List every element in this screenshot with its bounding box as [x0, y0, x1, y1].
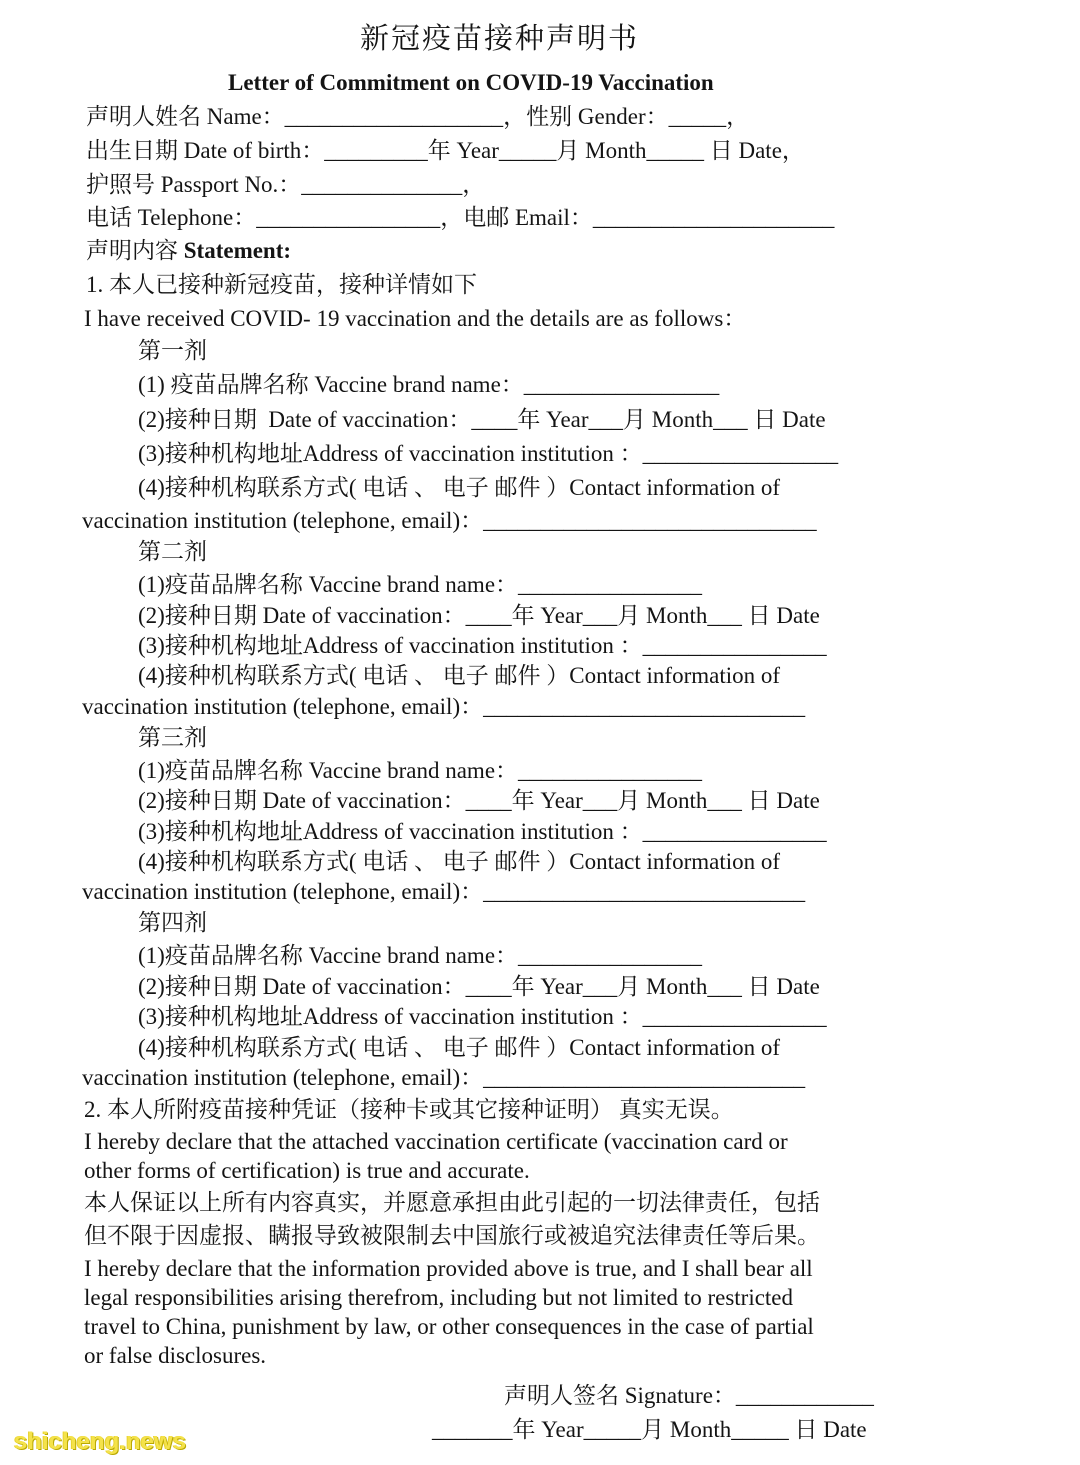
dose2-address-line: (3)接种机构地址Address of vaccination institution ：________________ — [138, 633, 827, 658]
signature-line: 声明人签名 Signature：____________ — [504, 1383, 874, 1408]
dose4-contact-continuation: vaccination institution (telephone, email)：____________________________ — [82, 1065, 806, 1090]
dose2-date-line: (2)接种日期 Date of vaccination：____年 Year___月 Month___ 日 Date — [138, 603, 820, 628]
dose4-label: 第四剂 — [138, 910, 207, 935]
dose1-date-line: (2)接种日期 Date of vaccination：____年 Year___月 Month___ 日 Date — [138, 407, 826, 432]
dose4-address-line: (3)接种机构地址Address of vaccination institution ：________________ — [138, 1004, 827, 1029]
dose3-label: 第三剂 — [138, 725, 207, 750]
guarantee-english-line3: travel to China, punishment by law, or other consequences in the case of partial — [84, 1314, 814, 1339]
dose3-contact-line: (4)接种机构联系方式( 电话 、 电子 邮件 ）Contact information of — [138, 849, 781, 874]
name-gender-line: 声明人姓名 Name：___________________，性别 Gender：_____， — [86, 104, 750, 129]
item2-english-line1: I hereby declare that the attached vaccination certificate (vaccination card or — [84, 1129, 788, 1154]
site-watermark: shicheng.news — [14, 1428, 187, 1455]
date-of-birth-line: 出生日期 Date of birth：_________年 Year_____月 Month_____ 日 Date， — [86, 138, 805, 163]
dose4-contact-line: (4)接种机构联系方式( 电话 、 电子 邮件 ）Contact information of — [138, 1035, 781, 1060]
title-english: Letter of Commitment on COVID-19 Vaccination — [228, 70, 714, 95]
dose3-address-line: (3)接种机构地址Address of vaccination institution ：________________ — [138, 819, 827, 844]
item1-english: I have received COVID- 19 vaccination and the details are as follows： — [84, 306, 747, 331]
item2-chinese: 2. 本人所附疫苗接种凭证（接种卡或其它接种证明） 真实无误。 — [84, 1097, 734, 1122]
statement-heading-cn: 声明内容 — [86, 238, 184, 263]
dose3-brand-line: (1)疫苗品牌名称 Vaccine brand name：________________ — [138, 758, 703, 783]
statement-heading-en: Statement: — [183, 238, 292, 263]
dose4-brand-line: (1)疫苗品牌名称 Vaccine brand name：________________ — [138, 943, 703, 968]
dose1-address-line: (3)接种机构地址Address of vaccination institution ：_________________ — [138, 441, 839, 466]
title-chinese: 新冠疫苗接种声明书 — [360, 23, 640, 55]
dose2-contact-continuation: vaccination institution (telephone, email)：____________________________ — [82, 694, 806, 719]
guarantee-english-line4: or false disclosures. — [84, 1343, 267, 1368]
dose4-date-line: (2)接种日期 Date of vaccination：____年 Year___月 Month___ 日 Date — [138, 974, 820, 999]
passport-line: 护照号 Passport No.：______________， — [86, 172, 486, 197]
telephone-email-line: 电话 Telephone：________________，电邮 Email：_____________________ — [86, 205, 835, 230]
guarantee-english-line2: legal responsibilities arising therefrom, including but not limited to restricted — [84, 1285, 794, 1310]
statement-heading — [86, 236, 291, 266]
dose1-brand-line: (1) 疫苗品牌名称 Vaccine brand name：_________________ — [138, 372, 720, 397]
guarantee-english-line1: I hereby declare that the information provided above is true, and I shall bear all — [84, 1256, 813, 1281]
dose2-contact-line: (4)接种机构联系方式( 电话 、 电子 邮件 ）Contact information of — [138, 663, 781, 688]
dose2-brand-line: (1)疫苗品牌名称 Vaccine brand name：________________ — [138, 572, 703, 597]
guarantee-chinese-line2: 但不限于因虚报、瞒报导致被限制去中国旅行或被追究法律责任等后果。 — [84, 1223, 820, 1248]
dose1-contact-line: (4)接种机构联系方式( 电话 、 电子 邮件 ）Contact information of — [138, 475, 781, 500]
item1-chinese: 1. 本人已接种新冠疫苗，接种详情如下 — [86, 272, 477, 297]
dose1-label: 第一剂 — [138, 338, 207, 363]
item2-english-line2: other forms of certification) is true and accurate. — [84, 1158, 530, 1183]
guarantee-chinese-line1: 本人保证以上所有内容真实，并愿意承担由此引起的一切法律责任，包括 — [84, 1190, 820, 1215]
dose3-contact-continuation: vaccination institution (telephone, email)：____________________________ — [82, 879, 806, 904]
signature-date-line: _______年 Year_____月 Month_____ 日 Date — [432, 1417, 867, 1442]
dose2-label: 第二剂 — [138, 539, 207, 564]
dose1-contact-continuation: vaccination institution (telephone, email)：_____________________________ — [82, 508, 817, 533]
dose3-date-line: (2)接种日期 Date of vaccination：____年 Year___月 Month___ 日 Date — [138, 788, 820, 813]
